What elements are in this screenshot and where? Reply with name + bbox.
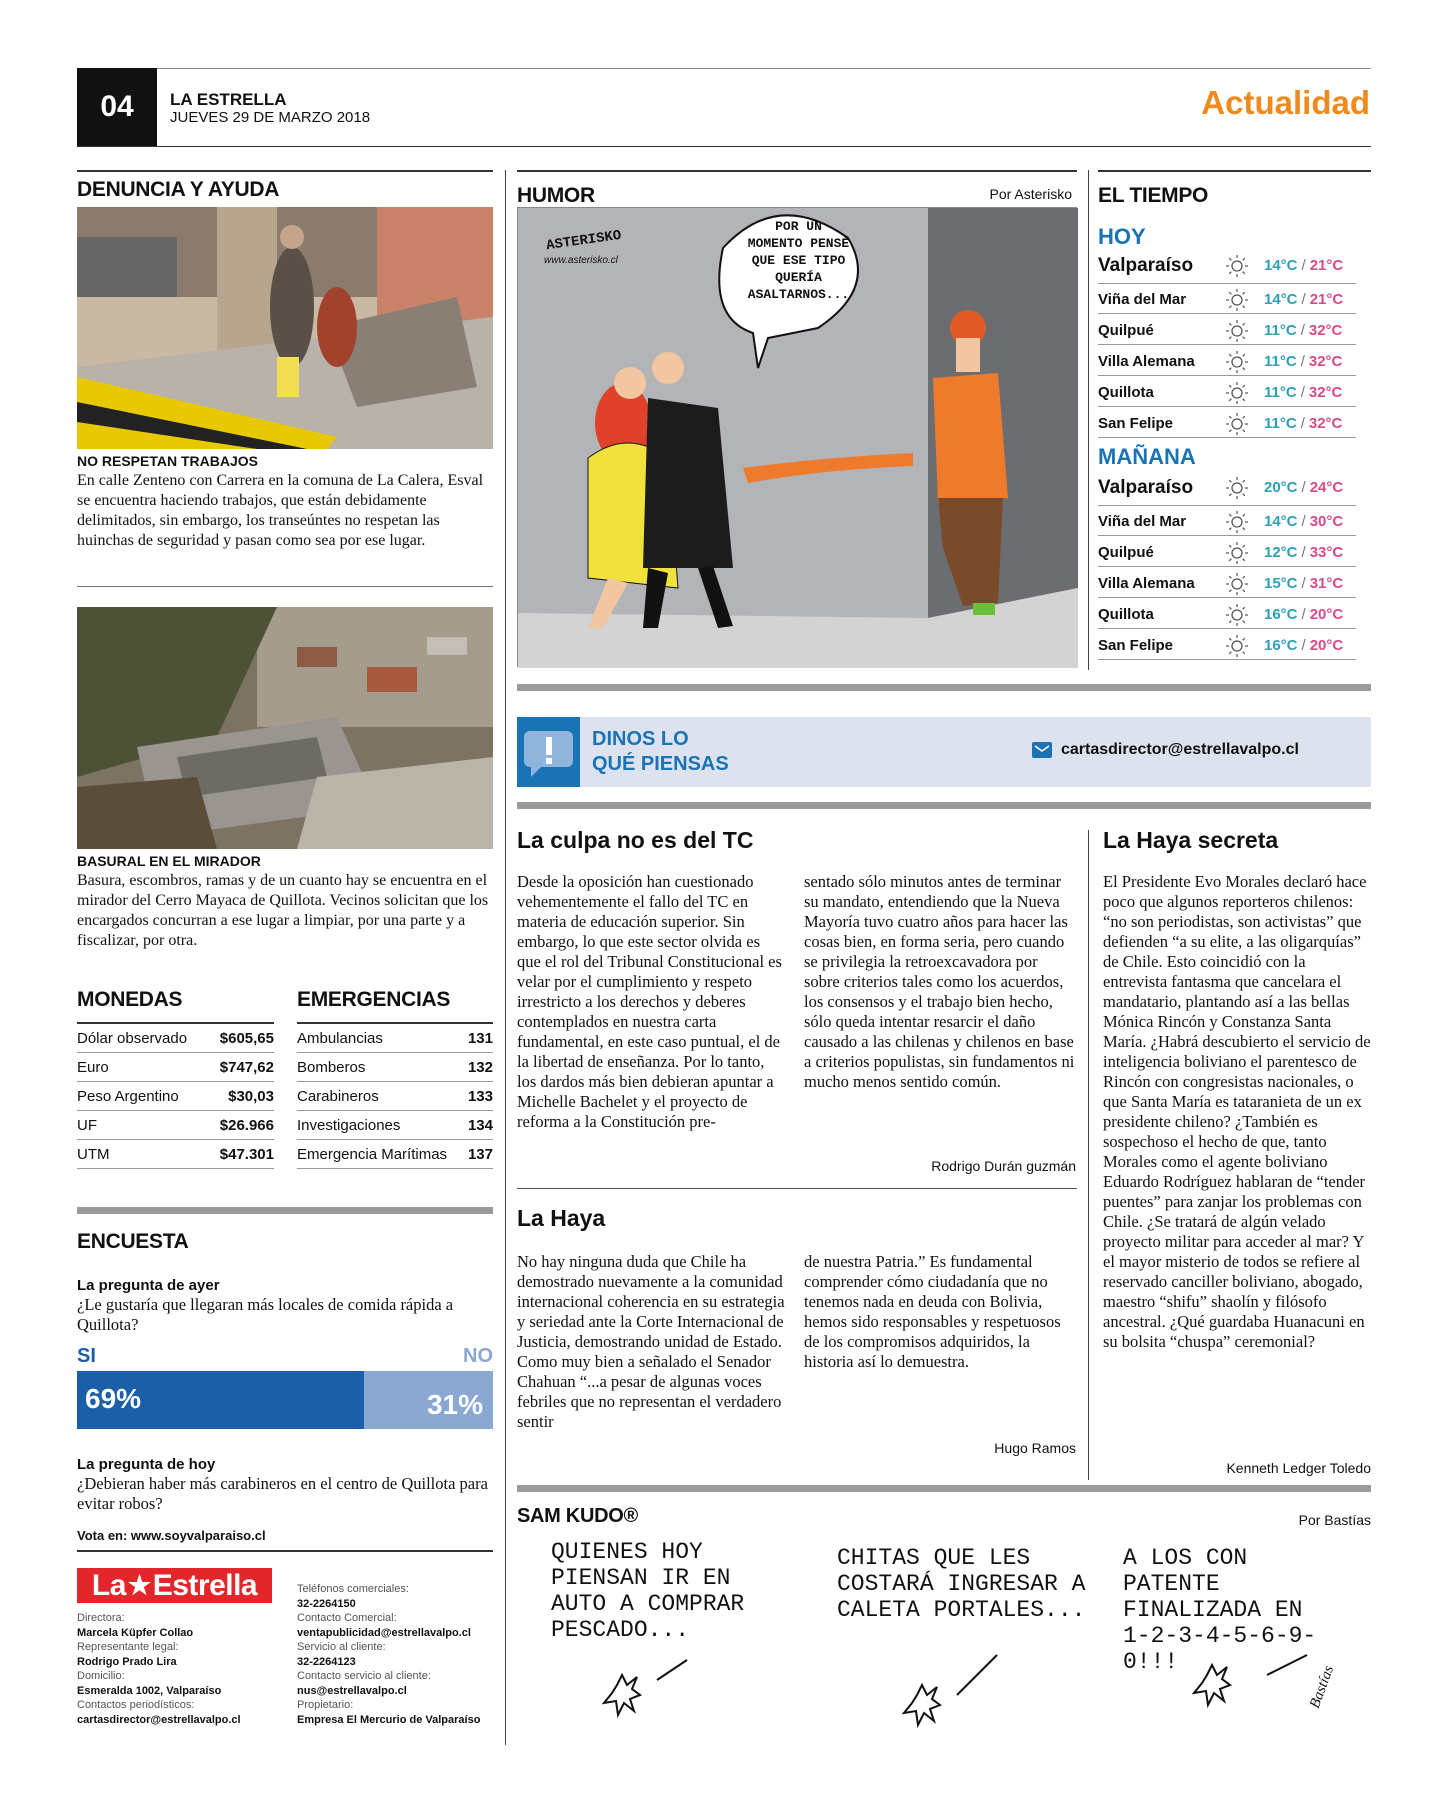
sun-icon xyxy=(1224,318,1250,344)
weather-row-hoy xyxy=(1098,410,1356,438)
temp-separator: / xyxy=(1300,415,1305,432)
item-divider xyxy=(77,586,493,587)
col-divider-weather xyxy=(1088,170,1089,670)
strip-signature: Bastías xyxy=(1307,1663,1338,1711)
humor-author: Por Asterisko xyxy=(989,186,1072,202)
sun-icon xyxy=(1224,287,1250,313)
encuesta-hoy-question: ¿Debieran haber más carabineros en el centro de Quillota para evitar robos? xyxy=(77,1474,488,1513)
top-rule xyxy=(77,68,1371,69)
staff-rule xyxy=(77,1550,493,1552)
art3-title: La Haya secreta xyxy=(1103,827,1279,853)
encuesta-hoy-label: La pregunta de hoy xyxy=(77,1456,216,1473)
emergencias-title: EMERGENCIAS xyxy=(297,988,451,1011)
temp-separator: / xyxy=(1301,513,1306,530)
temp-min: 14°C xyxy=(1264,257,1298,274)
hoy-label: HOY xyxy=(1098,224,1146,249)
temp-min: 11°C xyxy=(1264,384,1297,401)
temp-max: 20°C xyxy=(1309,606,1344,623)
sun-icon xyxy=(1224,475,1250,501)
temp-max: 32°C xyxy=(1308,353,1343,370)
issue-date: JUEVES 29 DE MARZO 2018 xyxy=(170,109,371,126)
temp-min: 12°C xyxy=(1264,544,1298,561)
samkudo-title: SAM KUDO® xyxy=(517,1505,638,1527)
no-label: NO xyxy=(463,1345,493,1367)
temp-max: 33°C xyxy=(1309,544,1344,561)
mail-icon xyxy=(1032,742,1052,758)
weather-row-manana xyxy=(1098,470,1356,506)
vota-link[interactable]: Vota en: www.soyvalparaiso.cl xyxy=(77,1528,266,1543)
encuesta-ayer-question: ¿Le gustaría que llegaran más locales de comida rápida a Quillota? xyxy=(77,1295,454,1334)
weather-city: Villa Alemana xyxy=(1098,353,1195,370)
samkudo-author: Por Bastías xyxy=(1298,1512,1371,1528)
weather-row-hoy xyxy=(1098,379,1356,407)
art3-col1: El Presidente Evo Morales declaró hace poco que algunos reporteros chilenos: “no son periodistas, son activistas” que defienden “a su elite, a las oligarquías” de Chile. Esto coincidió con la entrevista fantasma que cancelara el mandatario, plantando así a las bellas Mónica Rincón y Constanza Santa María. ¿Habrá descubierto el servicio de inteligencia boliviano el parentesco de Rincón con congresistas nacionales, o que Santa María es tataranieta de un ex presidente chileno? ¿También es sospechoso el hecho de que, tanto Morales como el agente boliviano Eduardo Rodríguez hablaran de “tender puentes” para zanjar los problemas con Chile. ¿Se tratará de algún velado proyecto militar para acceder al mar? Y el mayor misterio de todos se refiere al reservado canciller boliviano, abogado, maestro “shifu” shaolín y filósofo ancestral. ¿Qué guardaba Huanacuni en su bolsita “chuspa” ceremonial? xyxy=(1103,872,1371,1351)
temp-min: 11°C xyxy=(1264,322,1297,339)
temp-separator: / xyxy=(1300,353,1305,370)
samkudo-strip xyxy=(517,1535,1371,1760)
temp-min: 14°C xyxy=(1264,291,1298,308)
sun-icon xyxy=(1224,349,1250,375)
weather-row-hoy xyxy=(1098,286,1356,314)
dinos-title: DINOS LO QUÉ PIENSAS xyxy=(592,728,729,775)
art1-title: La culpa no es del TC xyxy=(517,827,754,853)
art2-col2: de nuestra Patria.” Es fundamental comprender cómo ciudadanía que no tenemos nada en deuda con Bolivia, hemos sido responsables y respetuosos de los compromisos adquiridos, la historia así lo demuestra. xyxy=(804,1252,1061,1371)
temp-min: 15°C xyxy=(1264,575,1298,592)
section-title: Actualidad xyxy=(1201,84,1370,121)
tiempo-rule xyxy=(1098,170,1371,172)
temp-separator: / xyxy=(1300,322,1305,339)
encuesta-ayer-label: La pregunta de ayer xyxy=(77,1277,220,1294)
panel2-text: CHITAS QUE LES COSTARÁ INGRESAR A CALETA PORTALES... xyxy=(837,1545,1086,1623)
weather-row-hoy xyxy=(1098,317,1356,345)
poll-bar xyxy=(77,1371,493,1429)
dinos-email[interactable]: cartasdirector@estrellavalpo.cl xyxy=(1061,741,1299,758)
temp-max: 32°C xyxy=(1308,322,1343,339)
temp-min: 20°C xyxy=(1264,479,1298,496)
temp-max: 20°C xyxy=(1309,637,1344,654)
denuncia-rule xyxy=(77,170,493,172)
manana-label: MAÑANA xyxy=(1098,444,1196,469)
encuesta-title: ENCUESTA xyxy=(77,1230,189,1253)
speech-bubble-text: POR UN MOMENTO PENSÉ QUE ESE TIPO QUERÍA ASALTARNOS... xyxy=(747,219,850,302)
paper-name: LA ESTRELLA xyxy=(170,90,287,109)
art1-col2: sentado sólo minutos antes de terminar su mandato, entendiendo que la Nueva Mayoría tuvo cuatro años para hacer las cosas bien, en forma seria, pero cuando se privilegia la retroexcavadora por sobre criterios tales como los acuerdos, los consensos y el trabajo bien hecho, sólo queda intentar resarcir el daño causado a las chilenas y chilenos en base a criterios populistas, sin fundamentos ni mucho menos sentido común. xyxy=(804,872,1075,1091)
sun-icon xyxy=(1224,633,1250,659)
panel1-text: QUIENES HOY PIENSAN IR EN AUTO A COMPRAR PESCADO... xyxy=(551,1539,745,1643)
si-percent: 69% xyxy=(85,1383,142,1414)
temp-max: 24°C xyxy=(1309,479,1344,496)
weather-city: San Felipe xyxy=(1098,415,1174,432)
si-label: SI xyxy=(77,1345,96,1367)
item2-title: BASURAL EN EL MIRADOR xyxy=(77,853,261,869)
temp-min: 16°C xyxy=(1264,606,1298,623)
weather-city: Quillota xyxy=(1098,384,1154,401)
emergencias-table xyxy=(297,1024,493,1169)
temp-separator: / xyxy=(1301,257,1306,274)
sun-icon xyxy=(1224,540,1250,566)
table-row: UF $26.966 xyxy=(77,1111,274,1140)
table-row: Ambulancias 131 xyxy=(297,1024,493,1053)
temp-max: 31°C xyxy=(1309,575,1344,592)
temp-max: 32°C xyxy=(1308,384,1343,401)
table-row: Bomberos 132 xyxy=(297,1053,493,1082)
weather-city: Viña del Mar xyxy=(1098,513,1187,530)
temp-min: 11°C xyxy=(1264,415,1297,432)
temp-max: 21°C xyxy=(1309,257,1344,274)
sun-icon xyxy=(1224,411,1250,437)
temp-min: 16°C xyxy=(1264,637,1298,654)
header-rule xyxy=(77,146,1371,147)
temp-max: 21°C xyxy=(1309,291,1344,308)
weather-row-manana xyxy=(1098,539,1356,567)
dinos-icon-box xyxy=(517,717,580,787)
photo-garbage-lookout xyxy=(77,607,493,849)
panel3-text: A LOS CON PATENTE FINALIZADA EN 1-2-3-4-5-6-9-0!!! xyxy=(1123,1545,1317,1675)
temp-max: 30°C xyxy=(1309,513,1344,530)
weather-city: Valparaíso xyxy=(1098,254,1194,276)
temp-separator: / xyxy=(1301,479,1306,496)
item1-text: En calle Zenteno con Carrera en la comuna de La Calera, Esval se encuentra haciendo trabajos, que están debidamente delimitados, sin embargo, los transeúntes no respetan las huinchas de seguridad y pasan como sea por ese lugar. xyxy=(77,472,484,549)
art-divider xyxy=(517,1188,1077,1189)
sun-icon xyxy=(1224,509,1250,535)
table-row: Euro $747,62 xyxy=(77,1053,274,1082)
art2-author: Hugo Ramos xyxy=(994,1440,1076,1456)
weather-city: Quilpué xyxy=(1098,322,1154,339)
item2-text: Basura, escombros, ramas y de un cuanto hay se encuentra en el mirador del Cerro Mayaca de Quillota. Vecinos solicitan que los encargados concurran a ese lugar a limpiar, por una parte y a fiscalizar, por otra. xyxy=(77,872,489,949)
humor-cartoon xyxy=(517,207,1077,667)
sun-icon xyxy=(1224,253,1250,279)
temp-min: 11°C xyxy=(1264,353,1297,370)
table-row: UTM $47.301 xyxy=(77,1140,274,1169)
weather-row-hoy xyxy=(1098,348,1356,376)
star-icon: ★ xyxy=(127,1570,151,1600)
temp-separator: / xyxy=(1301,544,1306,561)
weather-row-manana xyxy=(1098,570,1356,598)
humor-title: HUMOR xyxy=(517,184,595,207)
photo-street-works xyxy=(77,207,493,449)
cartoonist-site: www.asterisko.cl xyxy=(544,255,618,266)
weather-row-manana xyxy=(1098,601,1356,629)
weather-row-manana xyxy=(1098,508,1356,536)
no-percent: 31% xyxy=(426,1389,483,1420)
cartoonist-signature: ASTERISKO xyxy=(545,227,623,255)
art2-title: La Haya xyxy=(517,1205,606,1231)
staff-left: Directora: Marcela Küpfer Collao Representante legal: Rodrigo Prado Lira Domicilio: Esmeralda 1002, Valparaíso Contactos periodísticos: cartasdirector@estrellavalpo.cl xyxy=(77,1612,241,1726)
weather-city: Valparaíso xyxy=(1098,476,1194,498)
dinos-top-rule xyxy=(517,684,1371,691)
table-row: Dólar observado $605,65 xyxy=(77,1024,274,1053)
samkudo-drawings xyxy=(517,1645,1371,1760)
temp-separator: / xyxy=(1301,575,1306,592)
temp-separator: / xyxy=(1301,606,1306,623)
table-row: Carabineros 133 xyxy=(297,1082,493,1111)
temp-separator: / xyxy=(1300,384,1305,401)
weather-city: Villa Alemana xyxy=(1098,575,1195,592)
col-divider-left xyxy=(505,170,506,1745)
monedas-title: MONEDAS xyxy=(77,988,183,1011)
encuesta-rule xyxy=(77,1207,493,1214)
art2-col1: No hay ninguna duda que Chile ha demostrado nuevamente a la comunidad internacional coherencia en su estrategia y seriedad ante la Corte Internacional de Justicia, demostrando unidad de Estado. Como muy bien a señalado el Senador Chahuan “...a pesar de algunas voces febriles que no representan el verdadero sentir xyxy=(517,1252,785,1431)
weather-city: San Felipe xyxy=(1098,637,1174,654)
samkudo-rule xyxy=(517,1485,1371,1492)
weather-row-hoy xyxy=(1098,248,1356,284)
col-divider-letters xyxy=(1088,830,1089,1480)
temp-min: 14°C xyxy=(1264,513,1298,530)
table-row: Emergencia Marítimas 137 xyxy=(297,1140,493,1169)
staff-right: Teléfonos comerciales: 32-2264150 Contacto Comercial: ventapublicidad@estrellavalpo.cl Servicio al cliente: 32-2264123 Contacto servicio al cliente: nus@estrellavalpo.cl Propietario: Empresa El Mercurio de Valparaíso xyxy=(297,1583,481,1726)
weather-city: Viña del Mar xyxy=(1098,291,1187,308)
sun-icon xyxy=(1224,571,1250,597)
weather-city: Quilpué xyxy=(1098,544,1154,561)
speech-alert-icon xyxy=(517,717,580,787)
art3-author: Kenneth Ledger Toledo xyxy=(1226,1460,1371,1476)
weather-row-manana xyxy=(1098,632,1356,660)
temp-separator: / xyxy=(1301,637,1306,654)
table-row: Investigaciones 134 xyxy=(297,1111,493,1140)
temp-max: 32°C xyxy=(1308,415,1343,432)
dinos-banner xyxy=(517,717,1371,787)
table-row: Peso Argentino $30,03 xyxy=(77,1082,274,1111)
dinos-bottom-rule xyxy=(517,802,1371,809)
sun-icon xyxy=(1224,602,1250,628)
sun-icon xyxy=(1224,380,1250,406)
art1-author: Rodrigo Durán guzmán xyxy=(931,1158,1076,1174)
item1-title: NO RESPETAN TRABAJOS xyxy=(77,453,258,469)
temp-separator: / xyxy=(1301,291,1306,308)
page-number: 04 xyxy=(100,90,134,123)
weather-city: Quillota xyxy=(1098,606,1154,623)
tiempo-title: EL TIEMPO xyxy=(1098,184,1209,207)
monedas-table xyxy=(77,1024,274,1169)
denuncia-title: DENUNCIA Y AYUDA xyxy=(77,178,280,201)
humor-rule xyxy=(517,170,1077,172)
page-number-box xyxy=(77,68,157,146)
estrella-logo: La ★ Estrella xyxy=(77,1568,272,1603)
art1-col1: Desde la oposición han cuestionado vehementemente el fallo del TC en materia de educación superior. Sin embargo, lo que este sector olvida es que el rol del Tribunal Constitucional es velar por el cumplimiento y respeto irrestricto a los derechos y deberes contemplados en nuestra carta fundamental, en este caso puntual, el de la libertad de enseñanza. Por lo tanto, los dardos más bien debieran apuntar a Michelle Bachelet y el proyecto de reforma a la Constitución pre- xyxy=(517,872,782,1131)
